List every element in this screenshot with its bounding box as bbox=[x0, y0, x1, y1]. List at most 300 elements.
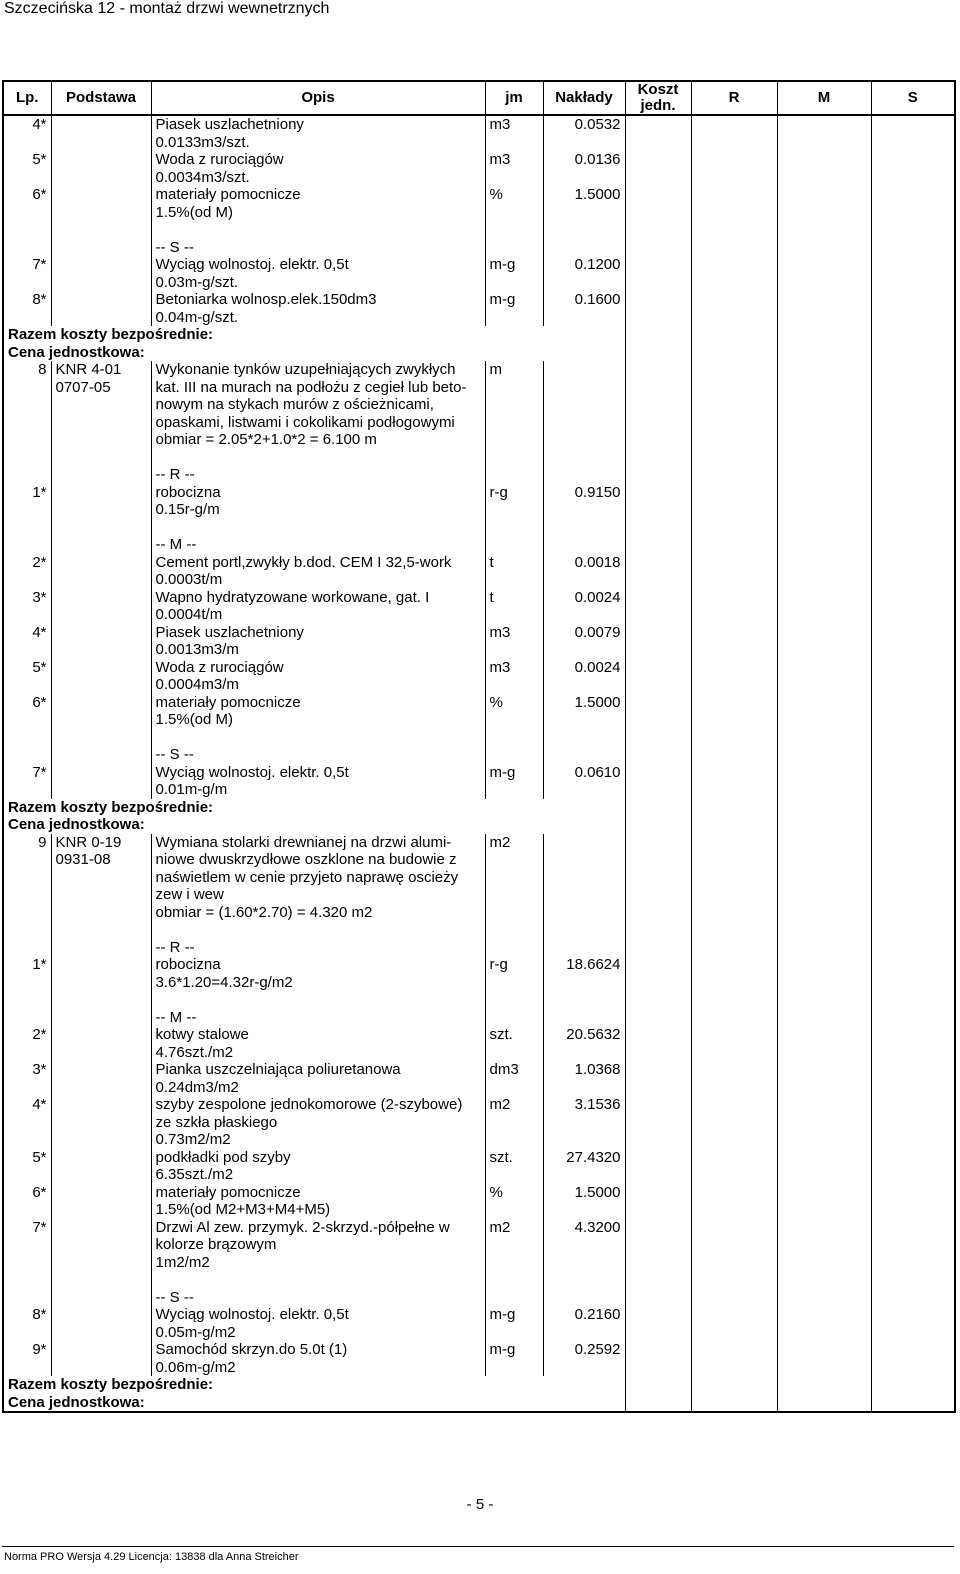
koszt-cell bbox=[625, 746, 691, 764]
detail-row bbox=[3, 939, 955, 957]
header-r: R bbox=[691, 81, 777, 115]
koszt-cell bbox=[625, 519, 691, 537]
table-row bbox=[3, 834, 955, 852]
podstawa-cell bbox=[51, 659, 151, 677]
r-cell bbox=[691, 466, 777, 484]
m-cell bbox=[777, 1061, 871, 1079]
naklady-cell bbox=[543, 781, 625, 799]
empty-cell bbox=[625, 344, 691, 362]
s-cell bbox=[871, 1271, 955, 1289]
m-cell bbox=[777, 1201, 871, 1219]
total-direct-costs-row bbox=[3, 326, 955, 344]
opis-cell: 1.5%(od M2+M3+M4+M5) bbox=[151, 1201, 485, 1219]
s-cell bbox=[871, 134, 955, 152]
lp-cell: 8 bbox=[3, 361, 51, 379]
koszt-cell bbox=[625, 466, 691, 484]
r-cell bbox=[691, 239, 777, 257]
koszt-cell bbox=[625, 536, 691, 554]
lp-cell bbox=[3, 274, 51, 292]
opis-cell: kolorze brązowym bbox=[151, 1236, 485, 1254]
total-direct-costs-label: Razem koszty bezpośrednie: bbox=[3, 326, 625, 344]
podstawa-cell bbox=[51, 1044, 151, 1062]
lp-cell: 5* bbox=[3, 659, 51, 677]
koszt-cell bbox=[625, 1184, 691, 1202]
jm-cell bbox=[485, 1201, 543, 1219]
jm-cell: % bbox=[485, 694, 543, 712]
opis-cell: Wyciąg wolnostoj. elektr. 0,5t bbox=[151, 256, 485, 274]
koszt-cell bbox=[625, 939, 691, 957]
naklady-cell bbox=[543, 921, 625, 939]
opis-cell: materiały pomocnicze bbox=[151, 1184, 485, 1202]
detail-row bbox=[3, 169, 955, 187]
koszt-cell bbox=[625, 1289, 691, 1307]
m-cell bbox=[777, 1009, 871, 1027]
naklady-cell bbox=[543, 1236, 625, 1254]
table-row bbox=[3, 186, 955, 204]
podstawa-cell bbox=[51, 589, 151, 607]
empty-cell bbox=[691, 1376, 777, 1394]
koszt-cell bbox=[625, 624, 691, 642]
opis-cell: 3.6*1.20=4.32r-g/m2 bbox=[151, 974, 485, 992]
jm-cell: % bbox=[485, 186, 543, 204]
m-cell bbox=[777, 659, 871, 677]
unit-price-label: Cena jednostkowa: bbox=[3, 816, 625, 834]
podstawa-cell bbox=[51, 554, 151, 572]
opis-cell: 0.0133m3/szt. bbox=[151, 134, 485, 152]
spacer-row bbox=[3, 449, 955, 467]
s-cell bbox=[871, 921, 955, 939]
header-jm: jm bbox=[485, 81, 543, 115]
opis-cell: -- M -- bbox=[151, 1009, 485, 1027]
r-cell bbox=[691, 1201, 777, 1219]
empty-cell bbox=[777, 816, 871, 834]
podstawa-cell bbox=[51, 484, 151, 502]
detail-row bbox=[3, 781, 955, 799]
podstawa-cell bbox=[51, 519, 151, 537]
table-row bbox=[3, 554, 955, 572]
opis-cell: 0.15r-g/m bbox=[151, 501, 485, 519]
koszt-cell bbox=[625, 676, 691, 694]
s-cell bbox=[871, 1114, 955, 1132]
naklady-cell bbox=[543, 991, 625, 1009]
m-cell bbox=[777, 519, 871, 537]
podstawa-cell bbox=[51, 431, 151, 449]
table-row bbox=[3, 361, 955, 379]
r-cell bbox=[691, 781, 777, 799]
naklady-cell bbox=[543, 746, 625, 764]
podstawa-cell: KNR 4-01 bbox=[51, 361, 151, 379]
jm-cell: m3 bbox=[485, 115, 543, 134]
empty-cell bbox=[777, 799, 871, 817]
naklady-cell: 4.3200 bbox=[543, 1219, 625, 1237]
koszt-cell bbox=[625, 1009, 691, 1027]
koszt-cell bbox=[625, 1096, 691, 1114]
table-row bbox=[3, 1219, 955, 1237]
jm-cell: m-g bbox=[485, 764, 543, 782]
lp-cell: 6* bbox=[3, 186, 51, 204]
s-cell bbox=[871, 834, 955, 852]
m-cell bbox=[777, 624, 871, 642]
lp-cell: 3* bbox=[3, 589, 51, 607]
jm-cell bbox=[485, 1044, 543, 1062]
s-cell bbox=[871, 291, 955, 309]
r-cell bbox=[691, 869, 777, 887]
opis-cell: Woda z rurociągów bbox=[151, 151, 485, 169]
opis-cell bbox=[151, 991, 485, 1009]
podstawa-cell bbox=[51, 606, 151, 624]
s-cell bbox=[871, 536, 955, 554]
r-cell bbox=[691, 309, 777, 327]
naklady-cell bbox=[543, 729, 625, 747]
naklady-cell bbox=[543, 869, 625, 887]
r-cell bbox=[691, 1254, 777, 1272]
s-cell bbox=[871, 746, 955, 764]
s-cell bbox=[871, 676, 955, 694]
koszt-cell bbox=[625, 1026, 691, 1044]
s-cell bbox=[871, 1254, 955, 1272]
naklady-cell bbox=[543, 379, 625, 397]
header-podstawa: Podstawa bbox=[51, 81, 151, 115]
opis-cell: -- S -- bbox=[151, 239, 485, 257]
detail-row bbox=[3, 379, 955, 397]
m-cell bbox=[777, 974, 871, 992]
podstawa-cell: KNR 0-19 bbox=[51, 834, 151, 852]
r-cell bbox=[691, 711, 777, 729]
r-cell bbox=[691, 1324, 777, 1342]
jm-cell: m-g bbox=[485, 291, 543, 309]
podstawa-cell bbox=[51, 1096, 151, 1114]
m-cell bbox=[777, 186, 871, 204]
lp-cell bbox=[3, 939, 51, 957]
podstawa-cell bbox=[51, 501, 151, 519]
m-cell bbox=[777, 449, 871, 467]
jm-cell: m3 bbox=[485, 624, 543, 642]
podstawa-cell bbox=[51, 869, 151, 887]
s-cell bbox=[871, 1184, 955, 1202]
lp-cell bbox=[3, 536, 51, 554]
koszt-cell bbox=[625, 554, 691, 572]
jm-cell: % bbox=[485, 1184, 543, 1202]
podstawa-cell bbox=[51, 1254, 151, 1272]
koszt-cell bbox=[625, 396, 691, 414]
koszt-cell bbox=[625, 1201, 691, 1219]
naklady-cell bbox=[543, 1009, 625, 1027]
table-row bbox=[3, 115, 955, 134]
s-cell bbox=[871, 851, 955, 869]
r-cell bbox=[691, 746, 777, 764]
lp-cell bbox=[3, 1324, 51, 1342]
m-cell bbox=[777, 466, 871, 484]
unit-price-row bbox=[3, 344, 955, 362]
opis-cell: Drzwi Al zew. przymyk. 2-skrzyd.-półpełne w bbox=[151, 1219, 485, 1237]
m-cell bbox=[777, 676, 871, 694]
spacer-row bbox=[3, 1271, 955, 1289]
empty-cell bbox=[777, 326, 871, 344]
s-cell bbox=[871, 694, 955, 712]
opis-cell: Woda z rurociągów bbox=[151, 659, 485, 677]
podstawa-cell bbox=[51, 1149, 151, 1167]
empty-cell bbox=[691, 326, 777, 344]
m-cell bbox=[777, 729, 871, 747]
koszt-cell bbox=[625, 1324, 691, 1342]
opis-cell: materiały pomocnicze bbox=[151, 186, 485, 204]
m-cell bbox=[777, 711, 871, 729]
podstawa-cell bbox=[51, 115, 151, 134]
header-lp: Lp. bbox=[3, 81, 51, 115]
opis-cell: materiały pomocnicze bbox=[151, 694, 485, 712]
table-row bbox=[3, 1061, 955, 1079]
spacer-row bbox=[3, 921, 955, 939]
r-cell bbox=[691, 694, 777, 712]
lp-cell: 6* bbox=[3, 694, 51, 712]
s-cell bbox=[871, 729, 955, 747]
naklady-cell bbox=[543, 396, 625, 414]
podstawa-cell bbox=[51, 956, 151, 974]
m-cell bbox=[777, 1114, 871, 1132]
koszt-cell bbox=[625, 1359, 691, 1377]
naklady-cell bbox=[543, 939, 625, 957]
lp-cell bbox=[3, 1254, 51, 1272]
r-cell bbox=[691, 291, 777, 309]
m-cell bbox=[777, 204, 871, 222]
podstawa-cell bbox=[51, 781, 151, 799]
s-cell bbox=[871, 1341, 955, 1359]
jm-cell: r-g bbox=[485, 484, 543, 502]
r-cell bbox=[691, 904, 777, 922]
s-cell bbox=[871, 659, 955, 677]
detail-row bbox=[3, 606, 955, 624]
jm-cell bbox=[485, 974, 543, 992]
header-s: S bbox=[871, 81, 955, 115]
opis-cell: opaskami, listwami i cokolikami podłogowymi bbox=[151, 414, 485, 432]
m-cell bbox=[777, 1166, 871, 1184]
koszt-cell bbox=[625, 274, 691, 292]
koszt-cell bbox=[625, 501, 691, 519]
table-row bbox=[3, 151, 955, 169]
s-cell bbox=[871, 449, 955, 467]
spacer-row bbox=[3, 729, 955, 747]
m-cell bbox=[777, 1026, 871, 1044]
s-cell bbox=[871, 256, 955, 274]
m-cell bbox=[777, 886, 871, 904]
lp-cell bbox=[3, 1166, 51, 1184]
s-cell bbox=[871, 1026, 955, 1044]
detail-row bbox=[3, 1044, 955, 1062]
koszt-cell bbox=[625, 956, 691, 974]
empty-cell bbox=[691, 799, 777, 817]
podstawa-cell bbox=[51, 991, 151, 1009]
m-cell bbox=[777, 746, 871, 764]
s-cell bbox=[871, 239, 955, 257]
koszt-cell bbox=[625, 1254, 691, 1272]
s-cell bbox=[871, 431, 955, 449]
podstawa-cell bbox=[51, 1026, 151, 1044]
koszt-cell bbox=[625, 1131, 691, 1149]
jm-cell bbox=[485, 1131, 543, 1149]
jm-cell bbox=[485, 781, 543, 799]
lp-cell bbox=[3, 1131, 51, 1149]
naklady-cell: 0.0018 bbox=[543, 554, 625, 572]
podstawa-cell bbox=[51, 134, 151, 152]
lp-cell: 5* bbox=[3, 1149, 51, 1167]
koszt-cell bbox=[625, 886, 691, 904]
unit-price-row bbox=[3, 1394, 955, 1413]
jm-cell bbox=[485, 274, 543, 292]
r-cell bbox=[691, 414, 777, 432]
detail-row bbox=[3, 309, 955, 327]
m-cell bbox=[777, 554, 871, 572]
r-cell bbox=[691, 1131, 777, 1149]
koszt-cell bbox=[625, 921, 691, 939]
lp-cell: 4* bbox=[3, 624, 51, 642]
koszt-cell bbox=[625, 379, 691, 397]
koszt-cell bbox=[625, 1079, 691, 1097]
jm-cell bbox=[485, 536, 543, 554]
podstawa-cell bbox=[51, 1341, 151, 1359]
detail-row bbox=[3, 904, 955, 922]
podstawa-cell bbox=[51, 676, 151, 694]
opis-cell: 0.0003t/m bbox=[151, 571, 485, 589]
lp-cell bbox=[3, 904, 51, 922]
m-cell bbox=[777, 991, 871, 1009]
s-cell bbox=[871, 1289, 955, 1307]
m-cell bbox=[777, 291, 871, 309]
naklady-cell: 0.1600 bbox=[543, 291, 625, 309]
s-cell bbox=[871, 221, 955, 239]
r-cell bbox=[691, 939, 777, 957]
podstawa-cell: 0931-08 bbox=[51, 851, 151, 869]
r-cell bbox=[691, 1306, 777, 1324]
podstawa-cell bbox=[51, 536, 151, 554]
lp-cell bbox=[3, 501, 51, 519]
naklady-cell bbox=[543, 641, 625, 659]
podstawa-cell bbox=[51, 1289, 151, 1307]
m-cell bbox=[777, 956, 871, 974]
m-cell bbox=[777, 1131, 871, 1149]
podstawa-cell bbox=[51, 1359, 151, 1377]
podstawa-cell bbox=[51, 974, 151, 992]
table-row bbox=[3, 624, 955, 642]
r-cell bbox=[691, 274, 777, 292]
m-cell bbox=[777, 1219, 871, 1237]
koszt-cell bbox=[625, 711, 691, 729]
lp-cell: 1* bbox=[3, 484, 51, 502]
opis-cell: 0.0004m3/m bbox=[151, 676, 485, 694]
podstawa-cell bbox=[51, 921, 151, 939]
lp-cell bbox=[3, 1079, 51, 1097]
koszt-cell bbox=[625, 991, 691, 1009]
koszt-cell bbox=[625, 1114, 691, 1132]
jm-cell: m3 bbox=[485, 659, 543, 677]
unit-price-row bbox=[3, 816, 955, 834]
koszt-cell bbox=[625, 484, 691, 502]
koszt-cell bbox=[625, 1061, 691, 1079]
header-koszt: Koszt jedn. bbox=[625, 81, 691, 115]
koszt-cell bbox=[625, 904, 691, 922]
r-cell bbox=[691, 1271, 777, 1289]
detail-row bbox=[3, 1324, 955, 1342]
koszt-cell bbox=[625, 1236, 691, 1254]
lp-cell: 8* bbox=[3, 1306, 51, 1324]
koszt-cell bbox=[625, 204, 691, 222]
naklady-cell bbox=[543, 1166, 625, 1184]
r-cell bbox=[691, 431, 777, 449]
detail-row bbox=[3, 1201, 955, 1219]
lp-cell bbox=[3, 1289, 51, 1307]
naklady-cell bbox=[543, 449, 625, 467]
naklady-cell bbox=[543, 169, 625, 187]
podstawa-cell: 0707-05 bbox=[51, 379, 151, 397]
detail-row bbox=[3, 1166, 955, 1184]
jm-cell bbox=[485, 1324, 543, 1342]
podstawa-cell bbox=[51, 886, 151, 904]
naklady-cell: 0.0079 bbox=[543, 624, 625, 642]
jm-cell bbox=[485, 571, 543, 589]
detail-row bbox=[3, 536, 955, 554]
opis-cell: 0.73m2/m2 bbox=[151, 1131, 485, 1149]
naklady-cell: 1.5000 bbox=[543, 1184, 625, 1202]
r-cell bbox=[691, 834, 777, 852]
r-cell bbox=[691, 956, 777, 974]
m-cell bbox=[777, 1184, 871, 1202]
podstawa-cell bbox=[51, 274, 151, 292]
s-cell bbox=[871, 764, 955, 782]
footer-divider bbox=[2, 1546, 954, 1547]
podstawa-cell bbox=[51, 571, 151, 589]
jm-cell bbox=[485, 606, 543, 624]
lp-cell: 4* bbox=[3, 1096, 51, 1114]
jm-cell bbox=[485, 169, 543, 187]
s-cell bbox=[871, 274, 955, 292]
detail-row bbox=[3, 414, 955, 432]
lp-cell: 9* bbox=[3, 1341, 51, 1359]
r-cell bbox=[691, 1026, 777, 1044]
koszt-cell bbox=[625, 694, 691, 712]
r-cell bbox=[691, 134, 777, 152]
r-cell bbox=[691, 449, 777, 467]
podstawa-cell bbox=[51, 641, 151, 659]
jm-cell: m2 bbox=[485, 1096, 543, 1114]
r-cell bbox=[691, 1061, 777, 1079]
podstawa-cell bbox=[51, 1324, 151, 1342]
jm-cell bbox=[485, 869, 543, 887]
opis-cell bbox=[151, 729, 485, 747]
naklady-cell bbox=[543, 571, 625, 589]
lp-cell: 7* bbox=[3, 1219, 51, 1237]
r-cell bbox=[691, 974, 777, 992]
podstawa-cell bbox=[51, 1306, 151, 1324]
naklady-cell bbox=[543, 519, 625, 537]
koszt-cell bbox=[625, 186, 691, 204]
spacer-row bbox=[3, 221, 955, 239]
header-m: M bbox=[777, 81, 871, 115]
m-cell bbox=[777, 431, 871, 449]
opis-cell: obmiar = (1.60*2.70) = 4.320 m2 bbox=[151, 904, 485, 922]
koszt-cell bbox=[625, 659, 691, 677]
s-cell bbox=[871, 1131, 955, 1149]
opis-cell: Cement portl,zwykły b.dod. CEM I 32,5-work bbox=[151, 554, 485, 572]
r-cell bbox=[691, 256, 777, 274]
table-row bbox=[3, 1026, 955, 1044]
koszt-cell bbox=[625, 1271, 691, 1289]
jm-cell bbox=[485, 449, 543, 467]
detail-row bbox=[3, 1254, 955, 1272]
koszt-cell bbox=[625, 1341, 691, 1359]
m-cell bbox=[777, 1324, 871, 1342]
naklady-cell: 0.2160 bbox=[543, 1306, 625, 1324]
r-cell bbox=[691, 151, 777, 169]
podstawa-cell bbox=[51, 151, 151, 169]
